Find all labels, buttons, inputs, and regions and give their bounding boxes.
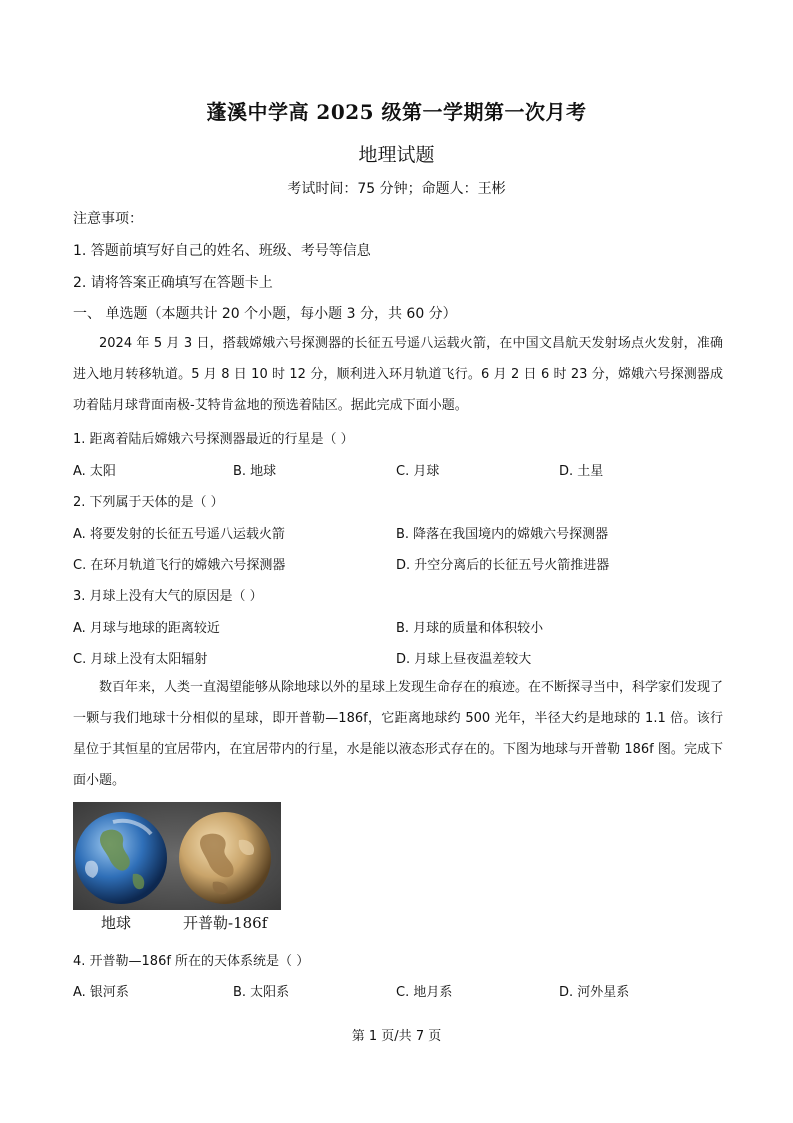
notice-item-1: 1. 答题前填写好自己的姓名、班级、考号等信息 (73, 243, 371, 259)
question-4-option-a: A. 银河系 (73, 985, 129, 1000)
caption-earth: 地球 (101, 914, 132, 932)
question-3-option-b: B. 月球的质量和体积较小 (396, 621, 544, 636)
exam-info: 考试时间：75 分钟；命题人：王彬 (287, 181, 506, 197)
question-3-stem: 3. 月球上没有大气的原因是（ ） (73, 589, 263, 604)
question-3-option-c: C. 月球上没有太阳辐射 (73, 652, 208, 667)
question-2-stem: 2. 下列属于天体的是（ ） (73, 495, 224, 510)
section-heading: 一、 单选题（本题共计 20 个小题，每小题 3 分，共 60 分） (73, 306, 457, 322)
question-3-option-a: A. 月球与地球的距离较近 (73, 621, 220, 636)
question-1-option-b: B. 地球 (233, 464, 277, 479)
planet-comparison-image (73, 802, 281, 910)
question-4-stem: 4. 开普勒—186f 所在的天体系统是（ ） (73, 954, 310, 969)
question-4-option-c: C. 地月系 (396, 985, 453, 1000)
page-number: 第 1 页/共 7 页 (351, 1029, 442, 1044)
subject-title: 地理试题 (358, 144, 435, 166)
question-1-option-c: C. 月球 (396, 464, 440, 479)
question-1-option-d: D. 土星 (559, 464, 604, 479)
passage-1: 2024 年 5 月 3 日，搭载嫦娥六号探测器的长征五号遥八运载火箭，在中国文昌航天发射场点火发射，准确进入地月转移轨道。5 月 8 日 10 时 12 分，顺利进入环月轨道飞行。6 月 2 日 6 时 23 分，嫦娥六号探测器成功着陆月球背面南极-艾特肯盆地的预选着陆区。据此完成下面小题。 (73, 336, 723, 413)
question-2-option-b: B. 降落在我国境内的嫦娥六号探测器 (396, 527, 609, 542)
question-4-option-b: B. 太阳系 (233, 985, 290, 1000)
passage-2: 数百年来，人类一直渴望能够从除地球以外的星球上发现生命存在的痕迹。在不断探寻当中，科学家们发现了一颗与我们地球十分相似的星球，即开普勒—186f，它距离地球约 500 光年，半径大约是地球的 1.1 倍。该行星位于其恒星的宜居带内，在宜居带内的行星，水是能以液态形式存在的。下图为地球与开普勒 186f 图。完成下面小题。 (73, 680, 724, 788)
question-3-option-d: D. 月球上昼夜温差较大 (396, 652, 532, 667)
question-4-option-d: D. 河外星系 (559, 985, 630, 1000)
caption-kepler-186f: 开普勒-186f (183, 914, 268, 932)
question-1-option-a: A. 太阳 (73, 464, 116, 479)
question-2-option-c: C. 在环月轨道飞行的嫦娥六号探测器 (73, 558, 286, 573)
notice-item-2: 2. 请将答案正确填写在答题卡上 (73, 275, 273, 291)
exam-title: 蓬溪中学高 2025 级第一学期第一次月考 (206, 100, 587, 124)
notice-heading: 注意事项： (73, 211, 143, 227)
question-2-option-d: D. 升空分离后的长征五号火箭推进器 (396, 558, 610, 573)
question-1-stem: 1. 距离着陆后嫦娥六号探测器最近的行星是（ ） (73, 432, 354, 447)
earth-kepler-figure (73, 802, 281, 910)
question-2-option-a: A. 将要发射的长征五号遥八运载火箭 (73, 527, 285, 542)
